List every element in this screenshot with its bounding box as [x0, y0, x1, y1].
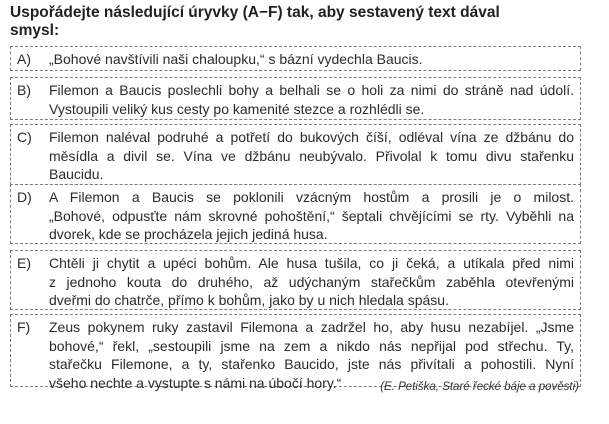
fragment-letter: F) — [17, 319, 31, 335]
fragment-line: „Bohové, odpusťte nám skrovné pohoštění,“ šeptali chvějícími se rty. Vyběhli na — [49, 207, 574, 224]
fragment-letter: B) — [17, 82, 31, 98]
fragment-line: Filemon a Baucis poslechli bohy a belhali se o holi za nimi do stráně nad údolí. — [49, 82, 574, 98]
fragment-line: Filemon naléval podruhé a potřetí do bukových číší, odléval vína ze džbánu do — [49, 129, 574, 145]
fragment-line: Vystoupili veliký kus cesty po kamenité stezce a rozhlédli se. — [49, 100, 425, 117]
fragment-box-c — [10, 124, 581, 185]
source-citation: (E. Petiška, Staré řecké báje a pověsti) — [380, 381, 579, 393]
instruction-line-1: Uspořádejte následující úryvky (A−F) tak, aby sestavený text dával — [10, 4, 500, 21]
fragment-line: bohové,“ řekl, „sestoupili jsme na zem a nikdo nás nepřijal pod střechu. Ty, — [49, 337, 574, 354]
fragment-box-e — [10, 250, 581, 310]
fragment-letter: C) — [17, 129, 32, 145]
fragment-text — [49, 81, 574, 118]
fragment-line: Zeus pokynem ruky zastavil Filemona a zadržel ho, aby husu nezabíjel. „Jsme — [49, 319, 574, 335]
fragment-line: dveřmi do chatrče, přímo k bohům, jako by u nich hledala spásu. — [49, 292, 449, 308]
fragment-text — [49, 128, 574, 184]
fragment-line: A Filemon a Baucis se poklonili vzácným hostům a prosili je o milost. — [49, 189, 574, 205]
fragment-text — [49, 254, 574, 310]
fragment-line: z jednoho kouta do druhého, až udýchaným stařečkům zaběhla otevřenými — [49, 273, 574, 290]
fragment-text — [49, 50, 574, 69]
fragment-line: Chtěli ji chytit a upéci bohům. Ale husa tušila, co ji čeká, a utíkala před nimi — [49, 255, 574, 271]
fragment-text — [49, 188, 574, 244]
fragment-box-d — [10, 184, 581, 244]
fragment-line: Baucidu. — [49, 166, 104, 182]
fragment-line: všeho nechte a vystupte s námi na úbočí hory.“ — [49, 374, 342, 391]
fragment-letter: D) — [17, 189, 32, 205]
fragment-box-a — [10, 46, 581, 71]
fragment-box-f — [10, 314, 581, 391]
fragment-line: „Bohové navštívili naši chaloupku,“ s bázní vydechla Baucis. — [49, 51, 423, 67]
fragment-line: stařečku Filemone, a ty, stařenko Baucido, jste nás přivítali a pohostili. Nyní — [49, 356, 574, 372]
fragment-letter: A) — [17, 51, 31, 67]
fragment-line: dvorek, kde se procházela jejich jediná husa. — [49, 226, 328, 242]
fragment-box-b — [10, 77, 581, 120]
task-instruction — [10, 4, 530, 40]
instruction-line-2: smysl: — [10, 22, 60, 39]
fragment-line: měsídla a divil se. Vína ve džbánu neubývalo. Přivolal k tomu divu stařenku — [49, 147, 574, 164]
fragment-letter: E) — [17, 255, 31, 271]
